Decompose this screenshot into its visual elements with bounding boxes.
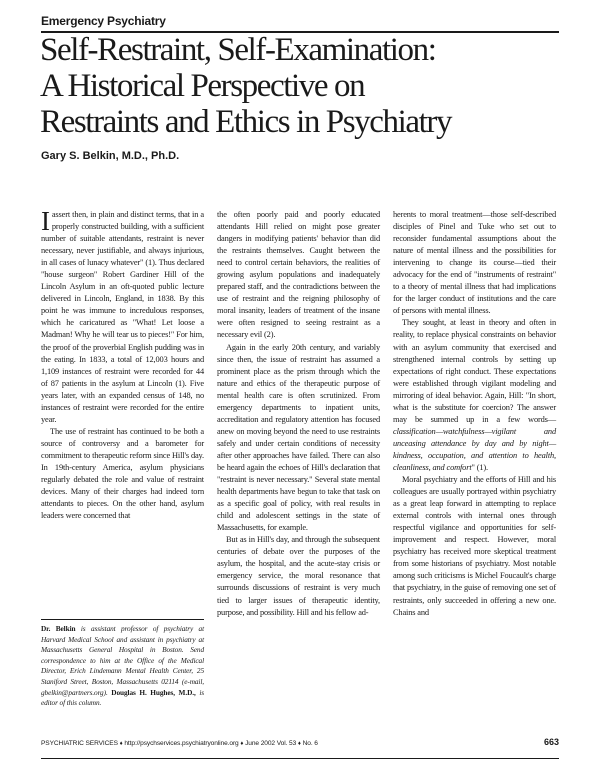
drop-cap: I	[41, 206, 50, 236]
separator-icon: ♦	[297, 741, 301, 747]
journal-name: PSYCHIATRIC SERVICES	[41, 740, 118, 747]
separator-icon: ♦	[240, 741, 244, 747]
page-footer	[41, 740, 318, 747]
paragraph	[41, 206, 204, 426]
bio-text-end: is editor of this column.	[41, 687, 204, 708]
issue-volume: Vol. 53	[276, 740, 297, 747]
italic-text: classification—watchfulness—vigilant and unceasing attendance by day and by night—kindness, occupation, and attention to health, cleanliness, and comfort	[393, 426, 556, 472]
bio-editor-name: Douglas H. Hughes, M.D.,	[111, 687, 196, 697]
separator-icon: ♦	[119, 741, 123, 747]
paragraph: herents to moral treatment—those self-described disciples of Pinel and Tuke who set out to reconsider fundamental assumptions about the nature of mental illness and the possibilities for intervening to change its course—tied their advocacy for the end of "instruments of restraint" to a theory of mental illness that had implications for the larger conduct of institutions and the care of persons with mental illness.	[393, 210, 556, 316]
page-number: 663	[543, 737, 559, 747]
paragraph: the often poorly paid and poorly educated attendants Hill relied on might pose greater dangers in modifying patients' behavior than did the restraints themselves. Caught between the need to control certain behaviors, the realities of growing asylum populations and inadequately prepared staff, and the contradictions between the use of restraint and the reigning philosophy of moral insanity, leaders of treatment of the insane were often resigned to seeing restraint as a necessary evil (2).	[217, 210, 380, 340]
issue-date: June 2002	[245, 740, 275, 747]
paragraph: But as in Hill's day, and through the subsequent centuries of debate over the purposes of the asylum, the hospital, and the acute-stay crisis or emergency service, the moral resonance that surrounds discussions of restraint is very much tied to larger issues of therapeutic identity, purpose, and possibility. Hill and his fellow ad-	[217, 535, 380, 617]
bio-name: Dr. Belkin	[41, 624, 76, 633]
paragraph-text: They sought, at least in theory and often in reality, to replace physical constraints on behavior with an asylum community that exercised and strengthened internal controls by setting up expectations of right conduct. These expectations were established through vigilant modeling and mirroring of ideal behavior. Again, Hill: "In short, what is the substitute for coercion? The answer may be summed up in a few words—	[393, 318, 556, 424]
issue-number: No. 6	[302, 740, 318, 747]
title-line-3: Restraints and Ethics in Psychiatry	[40, 104, 452, 140]
journal-url[interactable]: http://psychservices.psychiatryonline.org	[124, 740, 239, 747]
paragraph: Again in the early 20th century, and variably since then, the issue of restraint has assumed a prominent place as the prism through which the nature and ethics of the therapeutic purpose of mental health care is often scrutinized. From emergency departments to inpatient units, accreditation and regulatory attention has focused anew on moving beyond the need to use restraints safely and under certain conditions of necessity after other approaches have failed. There can also be heard again the echoes of Hill's declaration that "restraint is never necessary." Several state mental health departments have begun to take that task on as a specific goal of policy, with real results in child and adolescent settings in the state of Massachusetts, for example.	[217, 342, 380, 533]
title-line-2: A Historical Perspective on	[40, 68, 365, 104]
paragraph-text: assert then, in plain and distinct terms, that in a properly constructed building, with a sufficient number of suitable attendants, restraint is never necessary, never justifiable, and always injurious, in all cases of lunacy whatever" (1). Thus declared "house surgeon" Robert Gardiner Hill of the Lincoln Asylum in an oft-quoted public lecture delivered in Lincoln, England, in 1838. By this point he was immune to incredulous responses, which he caricatured as "What! Let loose a Madman! Why he will tear us to pieces!" For him, the proof of the proverbial English pudding was in the eating. In 1833, a total of 12,003 hours and 1,109 instances of restraint were recorded for 44 of 87 patients in the asylum at Lincoln (1). Five years later, with an expanded census of 148, no instances of restraint were recorded for the entire year.	[41, 210, 204, 424]
author-byline: Gary S. Belkin, M.D., Ph.D.	[41, 150, 180, 162]
paragraph	[393, 317, 556, 474]
paragraph: The use of restraint has continued to be both a source of controversy and a barometer for commitment to therapeutic reform since Hill's day. In 19th-century America, asylum physicians regularly debated the role and value of restraint devices. Many of their charges had indeed torn attendants to pieces. On the other hand, asylum leaders were concerned that	[41, 426, 204, 521]
bio-text: is assistant professor of psychiatry at Harvard Medical School and assistant in psychiatry at Massachusetts General Hospital in Boston. Send correspondence to him at the Office of the Medical Director, Erich Lindemann Mental Health Center, 25 Staniford Street, Boston, Massachusetts 02114 (e-mail, gbelkin@partners.org).	[41, 624, 204, 697]
section-label: Emergency Psychiatry	[41, 14, 166, 28]
footer-rule	[41, 758, 559, 759]
paragraph: Moral psychiatry and the efforts of Hill and his colleagues are usually portrayed within psychiatry as a great leap forward in attempting to replace external controls with internal ones through respectful vigilance and opportunities for self-improvement and respect. However, moral psychiatry has received more skeptical treatment from some historians of psychiatry. Most notable among such criticisms is Michel Foucault's charge that psychiatry, in the guise of removing one set of restraints, only succeeded in offering a new one. Chains and	[393, 475, 556, 617]
column-1	[41, 206, 204, 522]
article-title	[40, 32, 570, 140]
column-3	[393, 209, 556, 619]
paragraph-text: " (1).	[471, 462, 488, 472]
column-2	[217, 209, 380, 619]
bio-divider	[41, 619, 204, 620]
title-line-1: Self-Restraint, Self-Examination:	[40, 32, 436, 68]
author-bio	[41, 624, 204, 709]
